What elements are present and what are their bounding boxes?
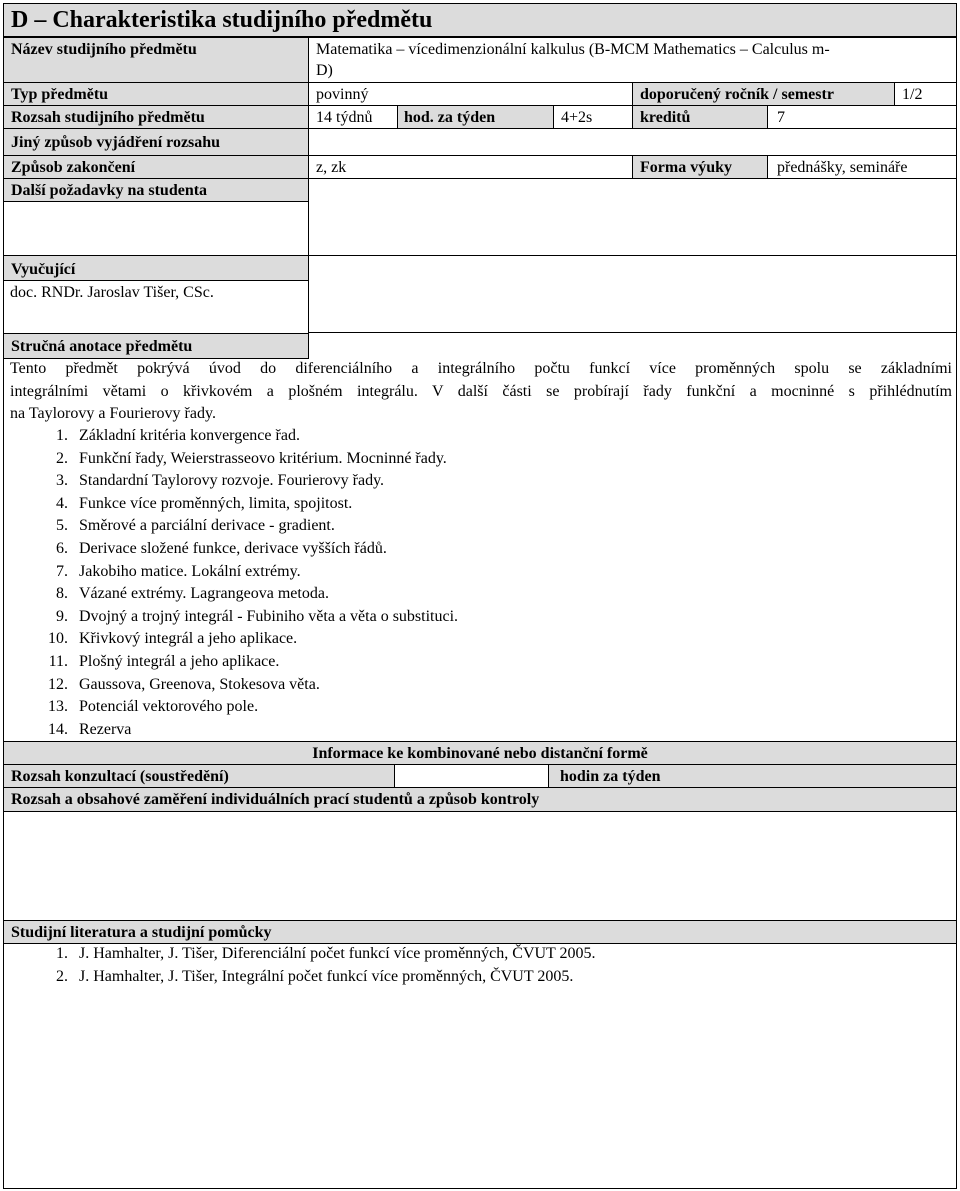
- rocnik-label-cell: [632, 82, 895, 106]
- syllabus-item: 6. Derivace složené funkce, derivace vyšších řádů.: [56, 539, 387, 557]
- literatura-label-cell: [3, 920, 957, 944]
- syllabus-item: 9. Dvojný a trojný integrál - Fubiniho věta a věta o substituci.: [56, 607, 459, 625]
- pozadavky-label-cell: [3, 178, 309, 202]
- forma-value: přednášky, semináře: [777, 159, 908, 176]
- nazev-value-line2: D): [316, 62, 333, 79]
- page-title: D – Charakteristika studijního předmětu: [11, 7, 433, 33]
- kombinovana-header-cell: [3, 741, 957, 765]
- literatura-item: 1. J. Hamhalter, J. Tišer, Diferenciální počet funkcí více proměnných, ČVUT 2005.: [56, 945, 596, 962]
- nazev-label-cell: [3, 37, 309, 83]
- syllabus-item: 3. Standardní Taylorovy rozvoje. Fourierovy řady.: [56, 472, 385, 490]
- syllabus-item: 11. Plošný integrál a jeho aplikace.: [48, 652, 280, 670]
- nazev-value-cell: [308, 37, 957, 83]
- konzultace-label-cell: [3, 764, 395, 788]
- typ-label: Typ předmětu: [11, 86, 109, 103]
- vyucujici-value: doc. RNDr. Jaroslav Tišer, CSc.: [10, 284, 214, 301]
- hod-value-cell: [553, 105, 633, 129]
- pozadavky-value-cell: [308, 178, 957, 256]
- anotace-text: [10, 358, 952, 426]
- jiny-label: Jiný způsob vyjádření rozsahu: [11, 134, 221, 151]
- kombinovana-header: Informace ke kombinované nebo distanční formě: [312, 745, 648, 762]
- rozsah-value: 14 týdnů: [316, 109, 373, 126]
- syllabus-item: 4. Funkce více proměnných, limita, spojitost.: [56, 494, 353, 512]
- konzultace-value-cell: [394, 764, 549, 788]
- konzultace-label: Rozsah konzultací (soustředění): [11, 768, 229, 785]
- anotace-label-cell: [3, 333, 309, 359]
- rozsah-value-cell: [308, 105, 398, 129]
- zakonceni-label: Způsob zakončení: [11, 159, 136, 176]
- prace-label: Rozsah a obsahové zaměření individuálních prací studentů a způsob kontroly: [11, 791, 540, 808]
- jiny-value-cell: [308, 128, 957, 156]
- vyucujici-label-cell: [3, 255, 309, 281]
- hodin-label: hodin za týden: [560, 768, 661, 785]
- forma-label-cell: [632, 155, 768, 179]
- rocnik-label: doporučený ročník / semestr: [640, 86, 834, 103]
- literatura-list: [10, 943, 596, 988]
- hod-label: hod. za týden: [404, 109, 496, 126]
- forma-label: Forma výuky: [640, 159, 732, 176]
- jiny-label-cell: [3, 128, 309, 156]
- nazev-label: Název studijního předmětu: [11, 41, 197, 58]
- syllabus-item: 5. Směrové a parciální derivace - gradient.: [56, 517, 335, 535]
- rocnik-value-cell: [894, 82, 957, 106]
- literatura-item: 2. J. Hamhalter, J. Tišer, Integrální počet funkcí více proměnných, ČVUT 2005.: [56, 967, 574, 985]
- hod-label-cell: [397, 105, 554, 129]
- kreditu-label: kreditů: [640, 109, 691, 126]
- syllabus-item: 10. Křivkový integrál a jeho aplikace.: [48, 630, 298, 648]
- syllabus-list: [10, 425, 458, 741]
- rozsah-label-cell: [3, 105, 309, 129]
- typ-label-cell: [3, 82, 309, 106]
- syllabus-item: 7. Jakobiho matice. Lokální extrémy.: [56, 562, 301, 580]
- nazev-value-line1: Matematika – vícedimenzionální kalkulus (B-MCM Mathematics – Calculus m-: [316, 41, 830, 58]
- zakonceni-value: z, zk: [316, 159, 347, 176]
- zakonceni-value-cell: [308, 155, 633, 179]
- syllabus-item: 13. Potenciál vektorového pole.: [48, 698, 259, 716]
- vyucujici-side-cell: [308, 255, 957, 333]
- anotace-line-3: na Taylorovy a Fourierovy řady.: [10, 405, 216, 422]
- kreditu-value: 7: [777, 109, 785, 126]
- forma-value-cell: [767, 155, 957, 179]
- anotace-label: Stručná anotace předmětu: [11, 338, 193, 355]
- rocnik-value: 1/2: [902, 86, 923, 103]
- typ-value: povinný: [316, 86, 369, 103]
- zakonceni-label-cell: [3, 155, 309, 179]
- prace-label-cell: [3, 787, 957, 812]
- literatura-label: Studijní literatura a studijní pomůcky: [11, 924, 272, 941]
- syllabus-item: 14. Rezerva: [48, 720, 132, 738]
- vyucujici-label: Vyučující: [11, 261, 76, 278]
- syllabus-item: 8. Vázané extrémy. Lagrangeova metoda.: [56, 585, 329, 603]
- hod-value: 4+2s: [561, 109, 593, 126]
- title-bar: [3, 3, 957, 37]
- syllabus-item: 12. Gaussova, Greenova, Stokesova věta.: [48, 675, 320, 693]
- kreditu-value-cell: [767, 105, 957, 129]
- syllabus-item: 1. Základní kritéria konvergence řad.: [56, 427, 300, 444]
- typ-value-cell: [308, 82, 633, 106]
- anotace-line-1: Tento předmět pokrývá úvod do diferenciálního a integrálního počtu funkcí více proměnných spolu se základními: [10, 360, 952, 377]
- kreditu-label-cell: [632, 105, 768, 129]
- syllabus-item: 2. Funkční řady, Weierstrasseovo kritérium. Mocninné řady.: [56, 449, 447, 467]
- rozsah-label: Rozsah studijního předmětu: [11, 109, 205, 126]
- hodin-label-cell: [548, 764, 957, 788]
- anotace-line-2: integrálními větami o křivkovém a plošném integrálu. V další části se probírají řady funkční a mocninné s přihlédnutím: [10, 382, 952, 400]
- pozadavky-label: Další požadavky na studenta: [11, 182, 208, 199]
